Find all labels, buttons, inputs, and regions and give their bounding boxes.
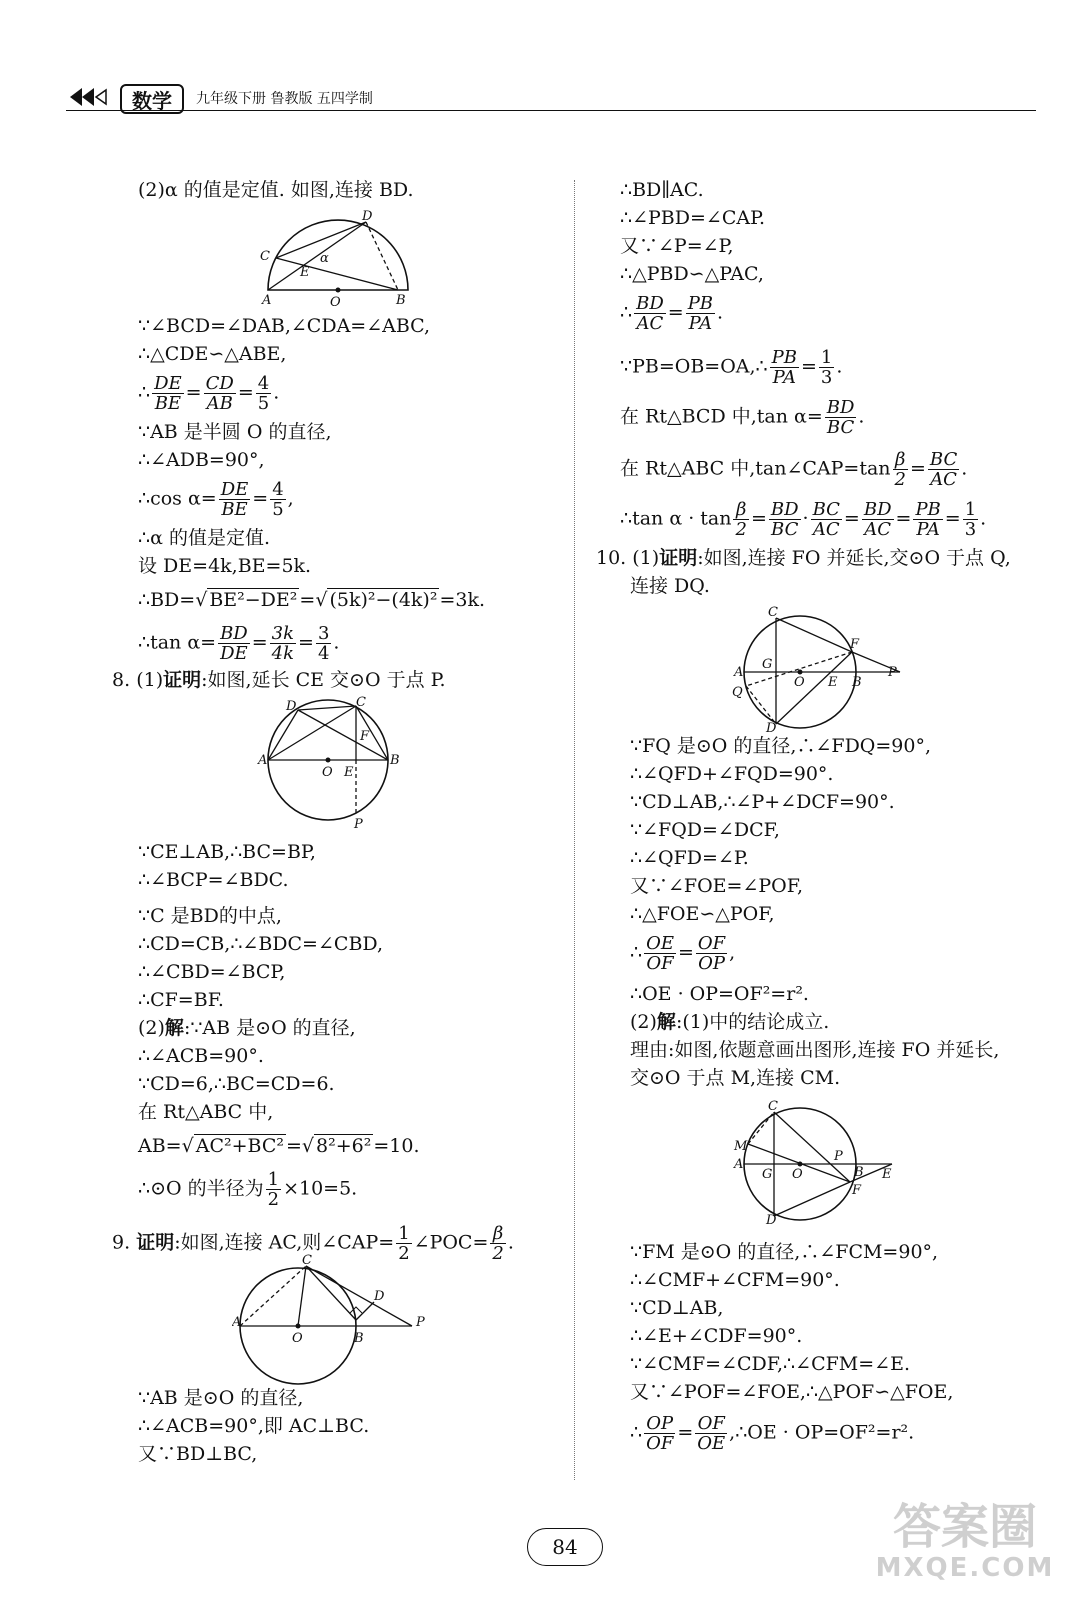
fig2-label-p: P bbox=[354, 817, 363, 832]
right-line-5: ∴ $\frac{BD}{AC}$ = $\frac{PB}{PA}$ . bbox=[620, 293, 724, 334]
left-line-3: ∴△CDE∽△ABE, bbox=[138, 343, 287, 365]
fig2-label-f: F bbox=[360, 729, 370, 744]
fig4-label-d: D bbox=[766, 721, 777, 736]
q10-line-17: ∵CD⊥AB, bbox=[630, 1297, 724, 1319]
q10-line-5: ∵CD⊥AB,∴∠P+∠DCF=90°. bbox=[630, 791, 895, 813]
fig4-label-q: Q bbox=[732, 685, 743, 700]
q8-line-9: ∴∠ACB=90°. bbox=[138, 1045, 264, 1067]
fig5-label-g: G bbox=[762, 1167, 773, 1182]
fig5-label-f: F bbox=[852, 1183, 862, 1198]
fig1-label-d: D bbox=[362, 209, 373, 224]
fig4-label-o: O bbox=[794, 675, 805, 690]
right-line-1: ∴BD∥AC. bbox=[620, 179, 704, 201]
header-arrow-icon bbox=[70, 86, 116, 112]
right-line-9: ∴tan α · tan $\frac{\beta}{2}$ = $\frac{BD}{BC}$ · $\frac{BC}{AC}$ = $\frac{BD}{AC}$ = $\frac{PB}{PA}$ = $\frac{1}{3}$ . bbox=[620, 499, 987, 540]
fig4-label-f: F bbox=[850, 637, 860, 652]
fig4-label-g: G bbox=[762, 657, 773, 672]
left-line-4: ∴ $\frac{DE}{BE}$ = $\frac{CD}{AB}$ = $\frac{4}{5}$ . bbox=[138, 373, 280, 414]
figure-circle-q8 bbox=[256, 696, 406, 836]
fig1-label-e: E bbox=[300, 265, 310, 280]
q10-line-9: ∴△FOE∽△POF, bbox=[630, 903, 775, 925]
fig5-label-m: M bbox=[734, 1139, 748, 1154]
fig5-label-e: E bbox=[882, 1167, 892, 1182]
q10-line-21: ∴ $\frac{OP}{OF}$ = $\frac{OF}{OE}$ ,∴OE · OP=OF²=r². bbox=[630, 1413, 915, 1454]
q10-line-11: ∴OE · OP=OF²=r². bbox=[630, 983, 809, 1005]
header-rule bbox=[66, 110, 1036, 111]
fig1-label-b: B bbox=[396, 293, 406, 308]
header-subtitle: 九年级下册 鲁教版 五四学制 bbox=[196, 91, 373, 107]
q9-line-4: 又∵BD⊥BC, bbox=[138, 1443, 258, 1465]
fig2-label-o: O bbox=[322, 765, 333, 780]
fig1-label-o: O bbox=[330, 295, 341, 308]
q9-line-2: ∵AB 是⊙O 的直径, bbox=[138, 1387, 304, 1409]
left-line-7: ∴cos α= $\frac{DE}{BE}$ = $\frac{4}{5}$ , bbox=[138, 479, 294, 520]
q10-line-12: (2)解:(1)中的结论成立. bbox=[630, 1011, 830, 1033]
fig2-label-e: E bbox=[344, 765, 354, 780]
q9-line-1: 9. 证明:如图,连接 AC,则∠CAP= $\frac{1}{2}$ ∠POC= $\frac{\beta}{2}$ . bbox=[112, 1223, 514, 1264]
right-line-7: 在 Rt△BCD 中,tan α= $\frac{BD}{BC}$ . bbox=[620, 397, 865, 438]
fig5-label-p: P bbox=[834, 1149, 843, 1164]
left-line-1: (2)α 的值是定值. 如图,连接 BD. bbox=[138, 179, 414, 201]
q10-line-7: ∴∠QFD=∠P. bbox=[630, 847, 749, 869]
left-line-11: ∴tan α= $\frac{BD}{DE}$ = $\frac{3k}{4k}$ = $\frac{3}{4}$ . bbox=[138, 623, 340, 664]
q10-line-8: 又∵∠FOE=∠POF, bbox=[630, 875, 804, 897]
q10-line-10: ∴ $\frac{OE}{OF}$ = $\frac{OF}{OP}$ , bbox=[630, 933, 736, 974]
figure-semicircle bbox=[258, 208, 418, 308]
fig3-label-d: D bbox=[374, 1289, 385, 1304]
fig2-label-b: B bbox=[390, 753, 400, 768]
q10-line-14: 交⊙O 于点 M,连接 CM. bbox=[630, 1067, 841, 1089]
fig4-label-c: C bbox=[768, 606, 778, 620]
fig5-label-b: B bbox=[854, 1165, 864, 1180]
q10-line-2: 连接 DQ. bbox=[630, 575, 710, 597]
q8-line-12: AB=√ AC²+BC² =√ 8²+6² =10. bbox=[138, 1135, 420, 1157]
fig2-label-d: D bbox=[286, 699, 297, 714]
q10-line-6: ∵∠FQD=∠DCF, bbox=[630, 819, 780, 841]
fig2-label-c: C bbox=[356, 696, 366, 710]
fig3-label-o: O bbox=[292, 1331, 303, 1346]
fig1-label-a: A bbox=[262, 293, 272, 308]
fig4-label-e: E bbox=[828, 675, 838, 690]
fig3-label-c: C bbox=[302, 1253, 312, 1268]
fig3-label-a: A bbox=[232, 1315, 242, 1330]
watermark bbox=[860, 1500, 1070, 1590]
q8-line-10: ∵CD=6,∴BC=CD=6. bbox=[138, 1073, 335, 1095]
figure-circle-q10a bbox=[730, 606, 910, 736]
fig4-label-b: B bbox=[852, 675, 862, 690]
q10-line-18: ∴∠E+∠CDF=90°. bbox=[630, 1325, 803, 1347]
left-line-6: ∴∠ADB=90°, bbox=[138, 449, 265, 471]
q10-line-4: ∴∠QFD+∠FQD=90°. bbox=[630, 763, 834, 785]
column-divider bbox=[574, 180, 575, 1480]
left-line-10: ∴BD=√ BE²−DE² =√ (5k)²−(4k)² =3k. bbox=[138, 589, 486, 611]
q10-line-13: 理由:如图,依题意画出图形,连接 FO 并延长, bbox=[630, 1039, 1000, 1061]
left-line-9: 设 DE=4k,BE=5k. bbox=[138, 555, 312, 577]
right-line-3: 又∵∠P=∠P, bbox=[620, 235, 734, 257]
q8-line-2: ∵CE⊥AB,∴BC=BP, bbox=[138, 841, 316, 863]
figure-circle-q9 bbox=[232, 1250, 432, 1390]
watermark-line-1: 答案圈 bbox=[892, 1499, 1037, 1555]
right-line-8: 在 Rt△ABC 中,tan∠CAP=tan $\frac{\beta}{2}$ = $\frac{BC}{AC}$ . bbox=[620, 449, 968, 490]
left-line-8: ∴α 的值是定值. bbox=[138, 527, 270, 549]
q8-line-4: ∵C 是BD的中点, bbox=[138, 905, 282, 927]
fig5-label-c: C bbox=[768, 1099, 778, 1114]
q10-line-16: ∴∠CMF+∠CFM=90°. bbox=[630, 1269, 840, 1291]
left-line-5: ∵AB 是半圆 O 的直径, bbox=[138, 421, 332, 443]
q9-line-3: ∴∠ACB=90°,即 AC⊥BC. bbox=[138, 1415, 370, 1437]
q8-line-6: ∴∠CBD=∠BCP, bbox=[138, 961, 286, 983]
q8-line-1: 8. (1)证明:如图,延长 CE 交⊙O 于点 P. bbox=[112, 669, 446, 691]
q10-line-1: 10. (1)证明:如图,连接 FO 并延长,交⊙O 于点 Q, bbox=[596, 547, 1011, 569]
fig5-label-d: D bbox=[766, 1213, 777, 1228]
fig2-label-a: A bbox=[258, 753, 268, 768]
q8-line-8: (2)解:∵AB 是⊙O 的直径, bbox=[138, 1017, 356, 1039]
right-line-6: ∵PB=OB=OA,∴ $\frac{PB}{PA}$ = $\frac{1}{3}$ . bbox=[620, 347, 843, 388]
right-line-4: ∴△PBD∽△PAC, bbox=[620, 263, 764, 285]
figure-circle-q10b bbox=[728, 1098, 908, 1228]
q8-line-3: ∴∠BCP=∠BDC. bbox=[138, 869, 289, 891]
fig4-label-a: A bbox=[734, 665, 744, 680]
fig5-label-a: A bbox=[734, 1157, 744, 1172]
fig5-label-o: O bbox=[792, 1167, 803, 1182]
left-line-2: ∵∠BCD=∠DAB,∠CDA=∠ABC, bbox=[138, 315, 431, 337]
fig4-label-p: P bbox=[888, 665, 897, 680]
fig3-label-p: P bbox=[416, 1315, 425, 1330]
watermark-line-2: MXQE.COM bbox=[875, 1553, 1055, 1583]
q10-line-20: 又∵∠POF=∠FOE,∴△POF∽△FOE, bbox=[630, 1381, 954, 1403]
header-subject: 数学 bbox=[120, 84, 184, 114]
right-line-2: ∴∠PBD=∠CAP. bbox=[620, 207, 766, 229]
q8-line-11: 在 Rt△ABC 中, bbox=[138, 1101, 274, 1123]
fig1-label-c: C bbox=[260, 249, 270, 264]
q8-line-13: ∴⊙O 的半径为 $\frac{1}{2}$ ×10=5. bbox=[138, 1169, 358, 1210]
fig3-label-b: B bbox=[354, 1331, 364, 1346]
q8-line-7: ∴CF=BF. bbox=[138, 989, 224, 1011]
q8-line-5: ∴CD=CB,∴∠BDC=∠CBD, bbox=[138, 933, 383, 955]
q10-line-15: ∵FM 是⊙O 的直径,∴∠FCM=90°, bbox=[630, 1241, 939, 1263]
page-number: 84 bbox=[527, 1528, 603, 1566]
q10-line-3: ∵FQ 是⊙O 的直径,∴∠FDQ=90°, bbox=[630, 735, 932, 757]
fig1-label-alpha: α bbox=[320, 251, 329, 266]
q10-line-19: ∵∠CMF=∠CDF,∴∠CFM=∠E. bbox=[630, 1353, 910, 1375]
